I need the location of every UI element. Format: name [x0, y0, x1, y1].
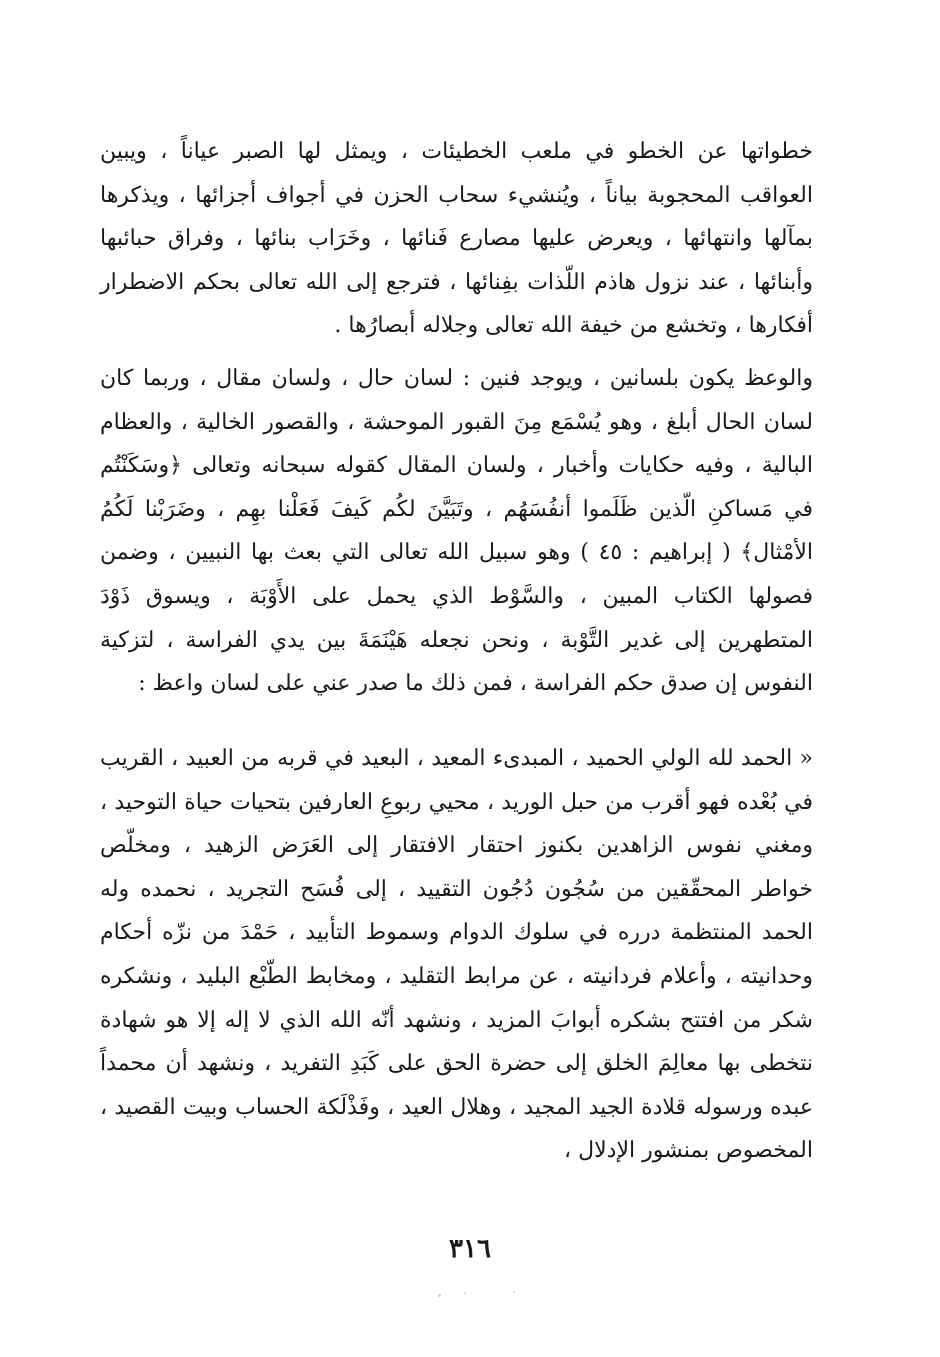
- paragraph-2-text: والوعظ يكون بلسانين ، ويوجد فنين : لسان حال ، ولسان مقال ، وربما كان لسان الحال أبلغ ، وهو يُسْمَع مِنَ القبور الموحشة ، والقصور الخالية ، والعظام البالية ، وفيه حكايات وأخبار ، ولسان المقال كقوله سبحانه وتعالى ﴿وسَكَنْتُم في مَساكنِ الّذين ظَلَموا أنفُسَهُم ، وتَبَيَّنَ لكُم كَيفَ فَعَلْنا بهِم ، وضَرَبْنا لَكُمُ الأمْثال﴾ ( إبراهيم : ٤٥ ) وهو سبيل الله تعالى التي بعث بها النبيين ، وضمن فصولها الكتاب المبين ، والسَّوْط الذي يحمل على الأَوْبَة ، ويسوق ذَوْدَ المتطهرين إلى غدير التَّوْبة ، ونحن نجعله هَيْنَمَةَ بين يدي الفراسة ، لتزكية النفوس إن صدق حكم الفراسة ، فمن ذلك ما صدر عني على لسان واعظ :: [100, 366, 813, 697]
- paragraph-2: [100, 357, 813, 706]
- scan-speck: [513, 1291, 515, 1293]
- paragraph-1-text: خطواتها عن الخطو في ملعب الخطيئات ، ويمثل لها الصبر عياناً ، ويبين العواقب المحجوبة بياناً ، ويُنشيء سحاب الحزن في أجواف أجزائها ، ويذكرها بمآلها وانتهائها ، ويعرض عليها مصارع فَنائها ، وخَرَاب بنائها ، وفراق حبائبها وأبنائها ، عند نزول هاذم اللّذات بفِنائها ، فترجع إلى الله تعالى بحكم الاضطرار أفكارها ، وتخشع من خيفة الله تعالى وجلاله أبصارُها .: [100, 139, 813, 339]
- paragraph-1: [100, 130, 813, 348]
- scan-speck: [464, 1292, 466, 1294]
- scan-speck: [438, 1294, 441, 1297]
- paragraph-3-text: « الحمد لله الولي الحميد ، المبدىء المعيد ، البعيد في قربه من العبيد ، القريب في بُعْده فهو أقرب من حبل الوريد ، محيي ربوعِ العارفين بتحيات حياة التوحيد ، ومغني نفوس الزاهدين بكنوز احتقار الافتقار إلى العَرَض الزهيد ، ومخلّص خواطر المحقّقين من سُجُون دُجُون التقييد ، إلى فُسَح التجريد ، نحمده وله الحمد المنتظمة درره في سلوك الدوام وسموط التأبيد ، حَمْدَ من نزّه أحكام وحدانيته ، وأعلام فردانيته ، عن مرابط التقليد ، ومخابط الطّبْع البليد ، ونشكره شكر من افتتح بشكره أبوابَ المزيد ، ونشهد أنّه الله الذي لا إله إلا هو شهادة نتخطى بها معالِمَ الخلق إلى حضرة الحق على كَبَدِ التفريد ، ونشهد أن محمداً عبده ورسوله قلادة الجيد المجيد ، وهلال العيد ، وفَذْلَكة الحساب وبيت القصيد ، المخصوص بمنشور الإدلال ،: [100, 746, 813, 1164]
- page-number: ٣١٦: [449, 1234, 491, 1264]
- paragraph-3: [100, 737, 813, 1173]
